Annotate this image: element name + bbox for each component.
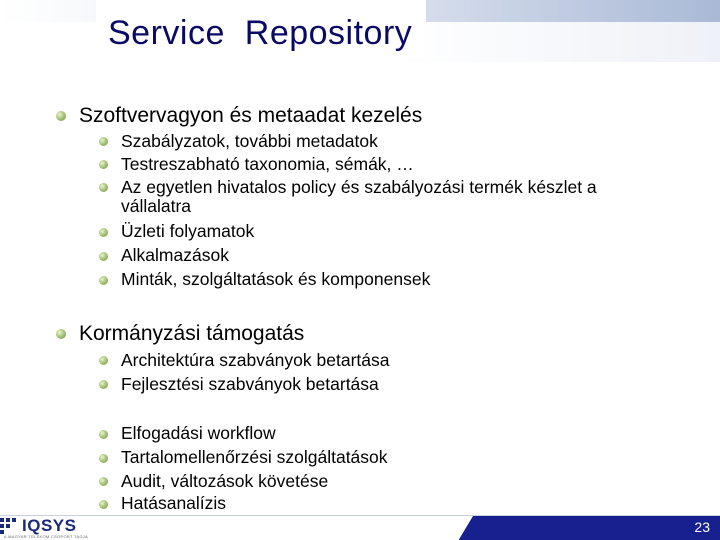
list-item: Hatásanalízis <box>121 493 227 513</box>
bullet-icon <box>99 276 108 285</box>
bullet-icon <box>99 477 108 486</box>
logo-name: IQSYS <box>22 516 77 535</box>
list-item: Architektúra szabványok betartása <box>121 350 390 370</box>
bullet-icon <box>99 252 108 261</box>
bullet-icon <box>99 183 108 192</box>
bullet-icon <box>56 111 66 121</box>
page-number: 23 <box>694 519 710 535</box>
list-item-continuation: vállalatra <box>121 196 192 216</box>
list-item: Elfogadási workflow <box>121 423 276 443</box>
bullet-icon <box>99 160 108 169</box>
bullet-icon <box>99 380 108 389</box>
footer-notch <box>455 516 473 540</box>
section-heading: Szoftvervagyon és metaadat kezelés <box>79 104 423 127</box>
bullet-icon <box>56 329 66 339</box>
section-heading: Kormányzási támogatás <box>79 322 305 345</box>
company-logo <box>0 514 110 540</box>
list-item: Tartalomellenőrzési szolgáltatások <box>121 447 388 467</box>
list-item: Szabályzatok, további metadatok <box>121 131 378 151</box>
list-item: Fejlesztési szabványok betartása <box>121 374 379 394</box>
footer-bar <box>455 516 720 540</box>
logo-grid-icon <box>0 518 16 534</box>
bullet-icon <box>99 430 108 439</box>
bullet-icon <box>99 454 108 463</box>
list-item: Testreszabható taxonomia, sémák, … <box>121 154 414 174</box>
slide-title: Service Repository <box>108 14 413 52</box>
list-item: Minták, szolgáltatások és komponensek <box>121 269 431 289</box>
bullet-icon <box>99 500 108 509</box>
bullet-icon <box>99 137 108 146</box>
bullet-icon <box>99 356 108 365</box>
list-item: Alkalmazások <box>121 245 229 265</box>
list-item: Audit, változások követése <box>121 471 329 491</box>
bullet-icon <box>99 228 108 237</box>
list-item: Üzleti folyamatok <box>121 221 255 241</box>
logo-tagline: A MAGYAR TELEKOM CSOPORT TAGJA <box>4 534 89 539</box>
list-item: Az egyetlen hivatalos policy és szabályozási termék készlet a <box>121 177 597 197</box>
